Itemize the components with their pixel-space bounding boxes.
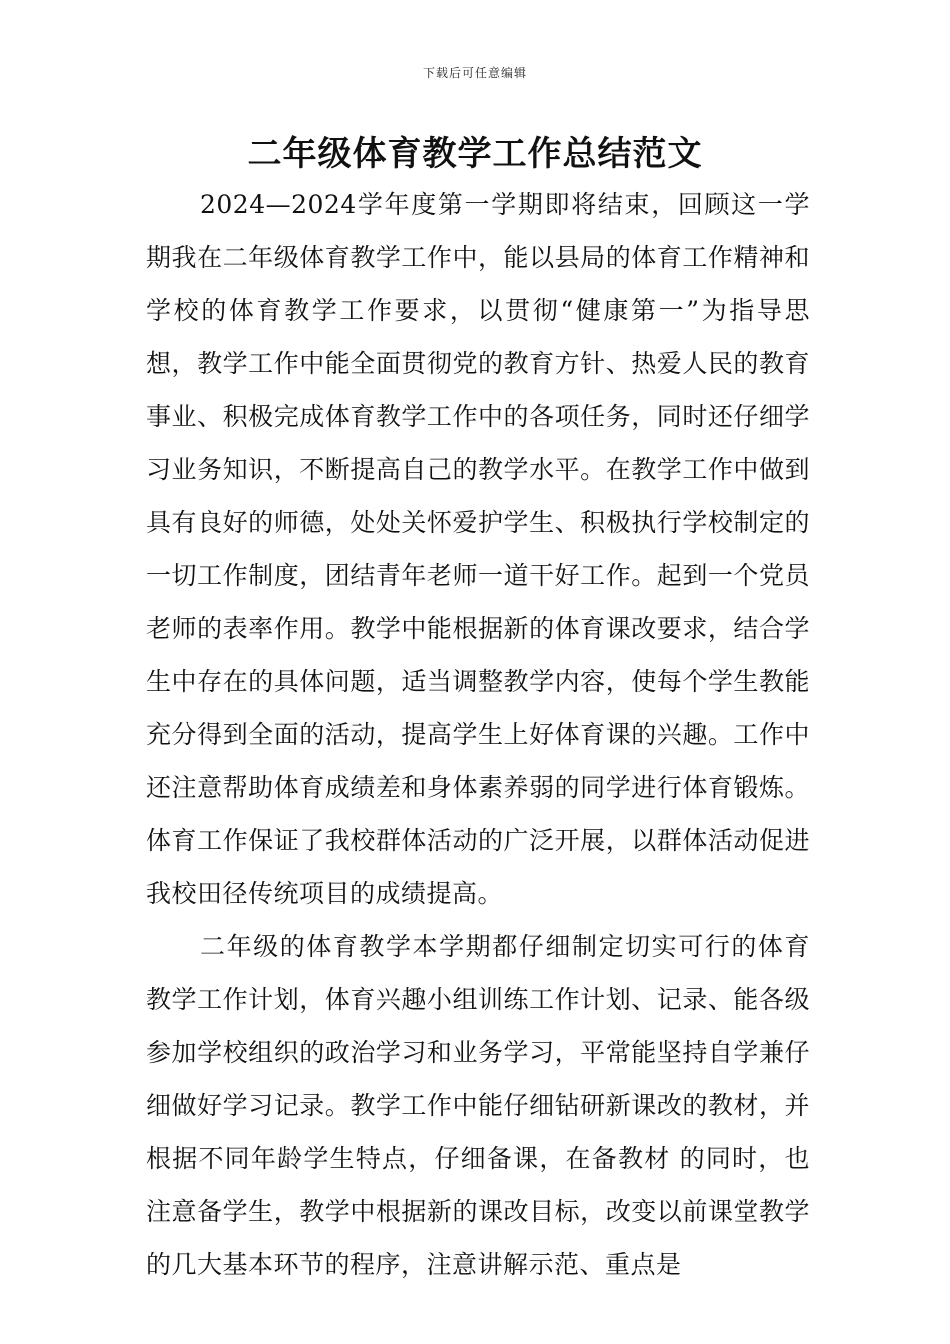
document-title: 二年级体育教学工作总结范文 [247, 134, 703, 174]
document-body [146, 178, 810, 1291]
paragraph-2: 二年级的体育教学本学期都仔细制定切实可行的体育教学工作计划，体育兴趣小组训练工作计划、记录、能各级参加学校组织的政治学习和业务学习，平常能坚持自学兼仔细做好学习记录。教学工作中能仔细钻研新课改的教材，并根据不同年龄学生特点，仔细备课，在备教材 的同时，也注意备学生，教学中根据新的课改目标，改变以前课堂教学的几大基本环节的程序，注意讲解示范、重点是 [146, 932, 810, 1279]
paragraph-1: 2024—2024学年度第一学期即将结束，回顾这一学期我在二年级体育教学工作中，能以县局的体育工作精神和学校的体育教学工作要求，以贯彻“健康第一”为指导思想，教学工作中能全面贯彻党的教育方针、热爱人民的教育事业、积极完成体育教学工作中的各项任务，同时还仔细学习业务知识，不断提高自己的教学水平。在教学工作中做到具有良好的师德，处处关怀爱护学生、积极执行学校制定的一切工作制度，团结青年老师一道干好工作。起到一个党员老师的表率作用。教学中能根据新的体育课改要求，结合学生中存在的具体问题，适当调整教学内容，使每个学生教能充分得到全面的活动，提高学生上好体育课的兴趣。工作中还注意帮助体育成绩差和身体素养弱的同学进行体育锻炼。体育工作保证了我校群体活动的广泛开展，以群体活动促进我校田径传统项目的成绩提高。 [146, 190, 810, 908]
header-note: 下载后可任意编辑 [422, 66, 527, 80]
